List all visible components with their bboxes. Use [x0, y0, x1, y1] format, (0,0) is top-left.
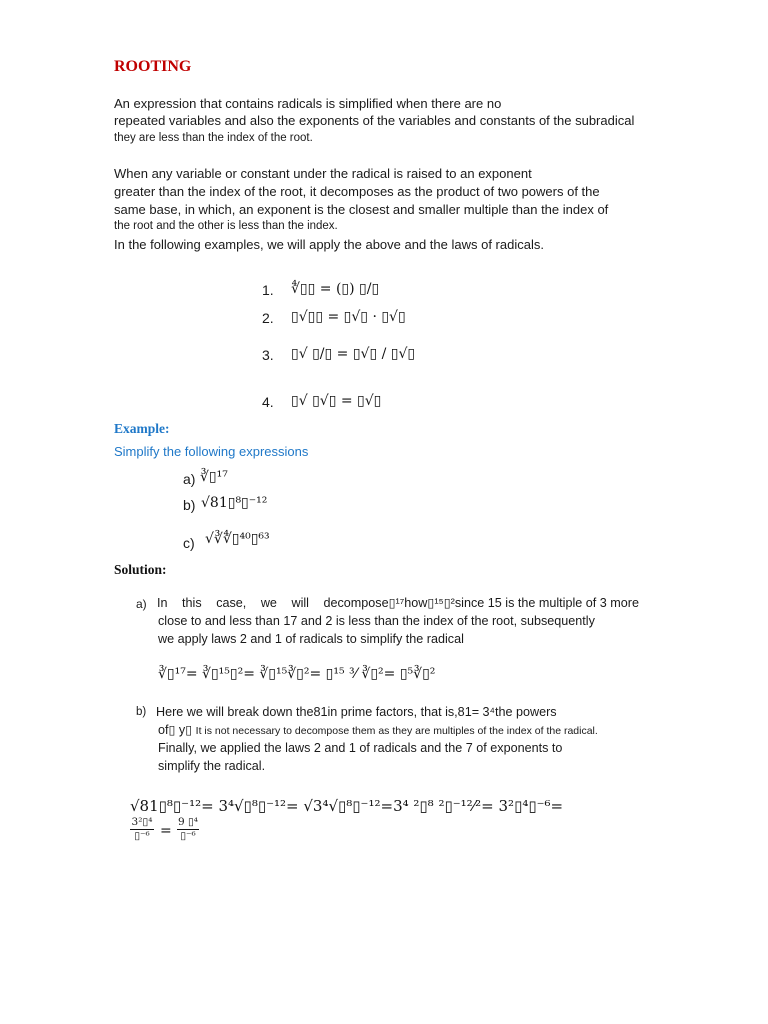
solution-a-math: ∛▯¹⁷= ∛▯¹⁵▯²= ∛▯¹⁵∛▯²= ▯¹⁵ ³⁄ ∛▯²= ▯⁵∛▯²: [158, 666, 436, 682]
solution-b-line-2: [158, 722, 598, 741]
solution-b-label: b): [136, 706, 147, 718]
solution-b-line-1: Here we will break down the81in prime factors, that is,81= 3⁴the powers: [156, 705, 557, 719]
exercise-b-label: b): [183, 497, 196, 513]
solution-b-equals: =: [160, 823, 172, 839]
intro-line-4: When any variable or constant under the radical is raised to an exponent: [114, 166, 532, 181]
intro-line-8: In the following examples, we will apply the above and the laws of radicals.: [114, 237, 544, 252]
fraction-1-numerator: 3²▯⁴: [131, 816, 153, 828]
law-4-expression: ▯√ ▯√▯ = ▯√▯: [291, 393, 382, 409]
page-title: ROOTING: [114, 58, 192, 75]
fraction-1-denominator: ▯⁻⁶: [130, 829, 154, 842]
exercise-c-expression: √∛∜▯⁴⁰▯⁶³: [205, 531, 270, 547]
fraction-2-denominator: ▯⁻⁶: [177, 829, 199, 842]
solution-a-word: will: [291, 596, 309, 610]
law-1-number: 1.: [262, 282, 274, 298]
solution-b-math: √81▯⁸▯⁻¹²= 3⁴√▯⁸▯⁻¹²= √3⁴√▯⁸▯⁻¹²=3⁴ ²▯⁸ ²▯⁻¹²⁄²= 3²▯⁴▯⁻⁶=: [130, 797, 564, 815]
intro-line-3: they are less than the index of the root.: [114, 132, 313, 144]
solution-a-label: a): [136, 597, 147, 611]
solution-b-line-4: simplify the radical.: [158, 759, 266, 773]
exercise-a-label: a): [183, 471, 196, 487]
fraction-2-numerator: 9 ▯⁴: [177, 816, 198, 828]
solution-b-line-3: Finally, we applied the laws 2 and 1 of radicals and the 7 of exponents to: [158, 741, 563, 755]
law-4-number: 4.: [262, 394, 274, 410]
intro-line-2: repeated variables and also the exponents of the variables and constants of the subradical: [114, 113, 635, 128]
intro-line-1: An expression that contains radicals is simplified when there are no: [114, 96, 502, 111]
example-instruction: Simplify the following expressions: [114, 444, 309, 459]
intro-line-7: the root and the other is less than the index.: [114, 220, 338, 232]
exercise-a-expression: ∛▯¹⁷: [200, 469, 228, 485]
example-heading: Example:: [114, 421, 170, 436]
law-3-expression: ▯√ ▯/▯ = ▯√▯ / ▯√▯: [291, 346, 416, 362]
solution-b-fraction-2: [177, 816, 199, 842]
solution-a-word: this: [182, 596, 202, 610]
exercise-b-expression: √81▯⁸▯⁻¹²: [201, 495, 268, 511]
intro-line-5: greater than the index of the root, it decomposes as the product of two powers of the: [114, 184, 600, 199]
law-2-expression: ▯√▯▯ = ▯√▯ · ▯√▯: [291, 309, 406, 325]
solution-a-word: decompose▯¹⁷how▯¹⁵▯²since 15 is the multiple of 3 more: [323, 596, 639, 610]
solution-b-line-2-start: of▯ y▯: [158, 723, 196, 737]
solution-b-fraction-1: [130, 816, 154, 842]
solution-a-word: case,: [216, 596, 247, 610]
solution-b-line-2-note: It is not necessary to decompose them as they are multiples of the index of the radical.: [195, 725, 598, 737]
solution-a-word: In: [157, 596, 168, 610]
intro-line-6: same base, in which, an exponent is the closest and smaller multiple than the index of: [114, 202, 609, 217]
law-2-number: 2.: [262, 310, 274, 326]
solution-a-line-1: [157, 595, 639, 613]
solution-a-line-2: close to and less than 17 and 2 is less than the index of the root, subsequently: [158, 614, 595, 628]
solution-heading: Solution:: [114, 562, 167, 577]
law-3-number: 3.: [262, 347, 274, 363]
law-1-expression: ∜▯▯ = (▯) ▯/▯: [291, 281, 380, 297]
exercise-c-label: c): [183, 535, 195, 551]
solution-a-line-3: we apply laws 2 and 1 of radicals to simplify the radical: [158, 632, 464, 646]
solution-a-word: we: [260, 596, 277, 610]
